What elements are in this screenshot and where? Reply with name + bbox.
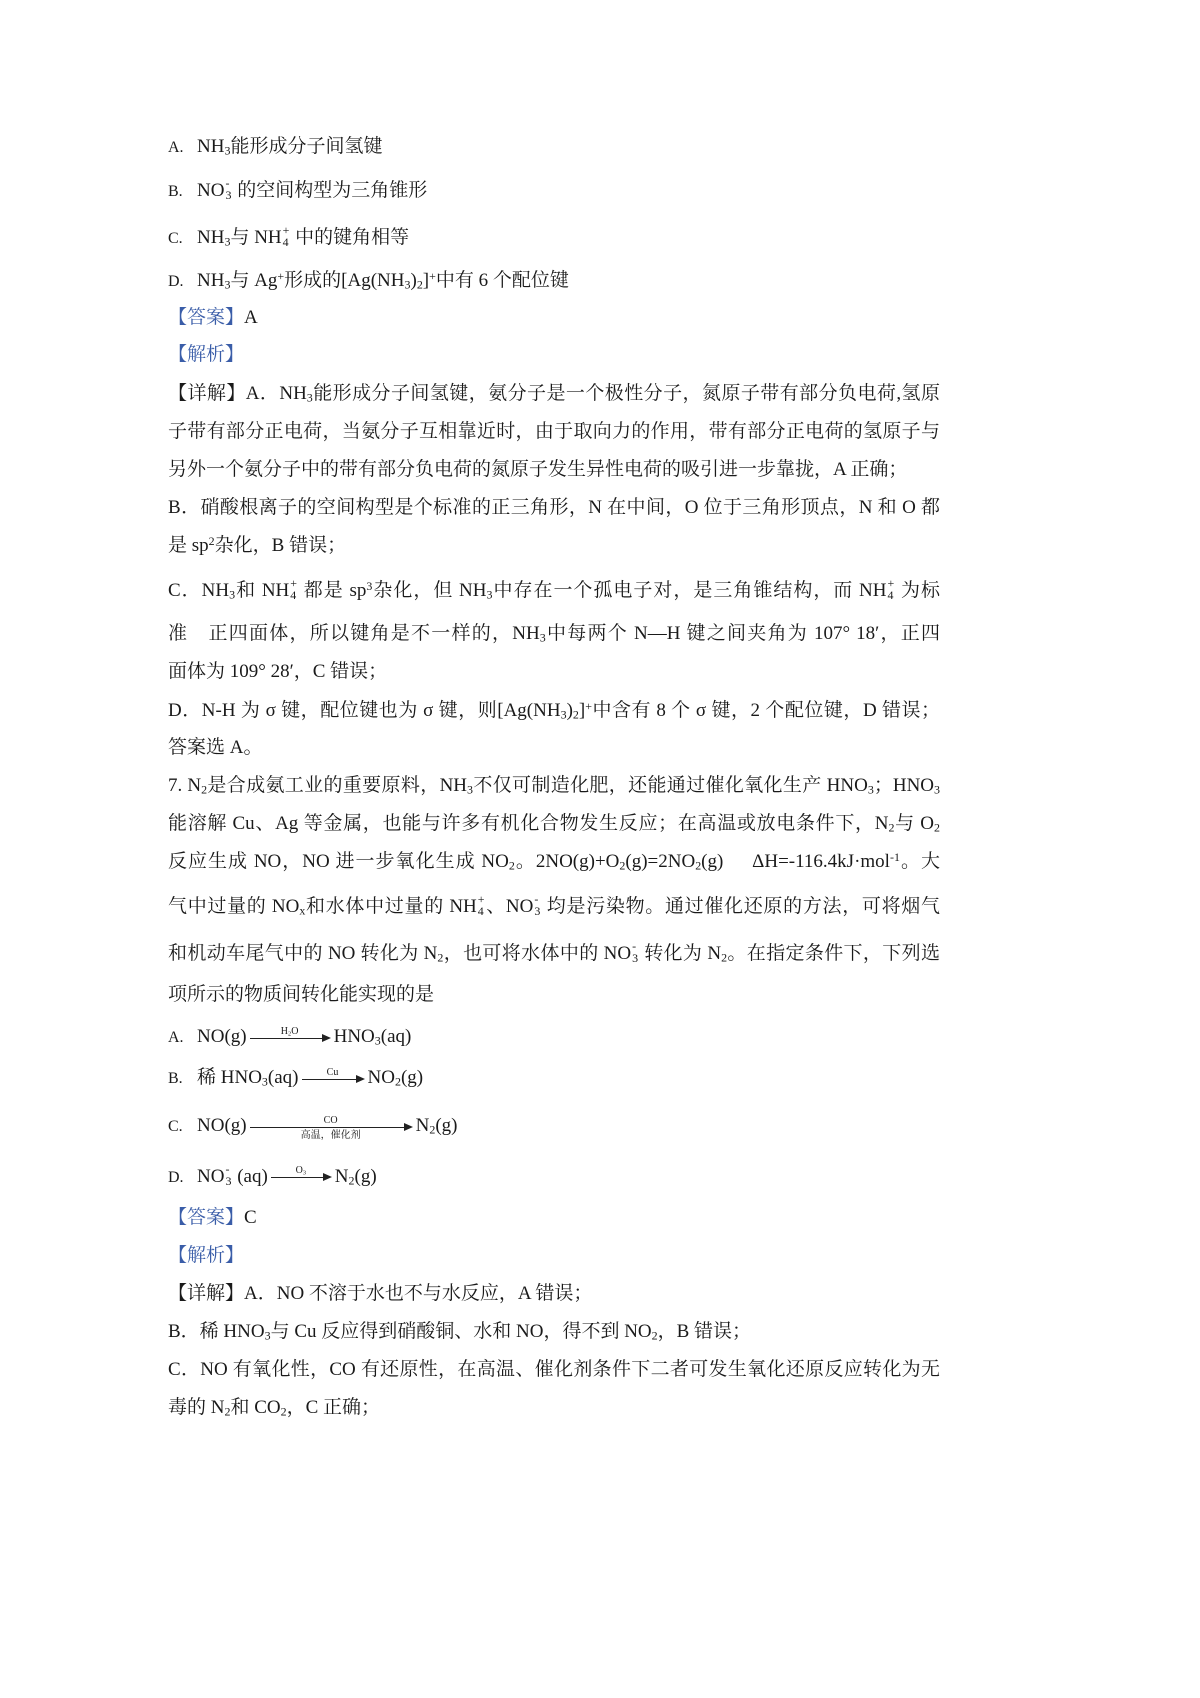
text-run: 和机动车尾气中的 NO 转化为 N	[168, 942, 438, 964]
reaction-option-c	[168, 1114, 458, 1141]
reaction-option-d	[168, 1164, 377, 1188]
answer-line	[168, 306, 258, 330]
text-run: 与 Ag	[230, 270, 278, 291]
reaction-option-a	[168, 1025, 411, 1049]
subscript: 3	[302, 1169, 306, 1177]
ion-charge	[225, 1164, 231, 1188]
ion-subscript: 3	[632, 950, 639, 965]
arrow-label-top	[271, 1165, 331, 1176]
superscript: 2	[208, 534, 215, 549]
text-run: B．硝酸根离子的空间构型是个标准的正三角形，N 在中间，O 位于三角形顶点，N 和 O 都	[168, 497, 940, 518]
subscript: 3	[560, 707, 567, 722]
arrow-shaft	[302, 1079, 356, 1080]
arrow-label-top	[302, 1067, 364, 1078]
subscript: 3	[867, 782, 874, 797]
question-stem-line	[168, 774, 940, 798]
reaction-arrow	[250, 1114, 412, 1141]
arrow-shaft	[250, 1127, 404, 1128]
subscript: 2	[721, 950, 728, 965]
text-run: B．稀 HNO	[168, 1321, 265, 1342]
subscript: 3	[404, 277, 411, 292]
text-run: 和水体中过量的 NH	[305, 895, 477, 917]
text-run: NO	[197, 179, 225, 201]
text-run: (g)	[400, 1067, 424, 1088]
text-run: 答案选 A。	[168, 737, 263, 758]
subscript: 2	[888, 820, 895, 835]
superscript: +	[585, 699, 592, 714]
ion-subscript: 3	[225, 187, 232, 202]
text-run: 气中过量的 NO	[168, 895, 300, 917]
section-tag: 【解析】	[168, 344, 245, 365]
ion-superscript: -	[534, 892, 539, 906]
text-run: 准 正四面体，所以键角是不一样的，NH	[168, 623, 540, 644]
text-run: ；HNO	[873, 775, 935, 796]
text-run: 子带有部分正电荷，当氨分子互相靠近时，由于取向力的作用，带有部分正电荷的氢原子与	[168, 421, 940, 442]
superscript: 3	[366, 579, 373, 593]
option-letter: B.	[168, 182, 183, 200]
ion-superscript: -	[225, 176, 230, 190]
arrow-label-top	[250, 1115, 412, 1126]
option-c	[168, 225, 409, 249]
explanation-line	[168, 622, 940, 646]
option-letter: D.	[168, 273, 184, 290]
ion-charge	[478, 894, 485, 918]
subscript: 3	[264, 1328, 271, 1343]
reaction-option-b	[168, 1066, 423, 1090]
subscript: 2	[348, 1173, 355, 1188]
explanation-line	[168, 458, 907, 482]
text-run: NO(g)	[197, 1026, 247, 1047]
option-letter: A.	[168, 139, 184, 156]
arrow-shaft	[250, 1038, 322, 1039]
subscript: 3	[934, 782, 940, 797]
subscript: 2	[394, 1074, 401, 1089]
text-run: 反应生成 NO，NO 进一步氧化生成 NO	[168, 851, 509, 872]
subscript: 2	[280, 1404, 287, 1419]
text-run: NO	[197, 1165, 225, 1187]
subscript: 3	[224, 277, 231, 292]
subscript: 2	[437, 950, 444, 965]
text-run: N	[415, 1115, 430, 1136]
text-run: 是 sp	[168, 535, 209, 556]
explanation-line	[168, 1358, 940, 1382]
text-run: (aq)	[267, 1067, 299, 1088]
text-run: 毒的 N	[168, 1397, 225, 1418]
explanation-line	[168, 1282, 592, 1306]
ion-subscript: 3	[534, 903, 541, 918]
text-run: 中有 6 个配位键	[435, 270, 569, 291]
text-run: 另外一个氨分子中的带有部分负电荷的氮原子发生异性电荷的吸引进一步靠拢，A 正确；	[168, 459, 908, 480]
ion-charge	[283, 225, 290, 249]
text-run: H	[280, 1026, 289, 1037]
text-run: CO	[323, 1115, 338, 1126]
text-run: 、NO	[485, 895, 534, 917]
answer-line	[168, 1206, 257, 1230]
subscript: 2	[572, 707, 579, 722]
explanation-line	[168, 699, 940, 723]
ion-subscript: 4	[282, 234, 289, 249]
text-run: 7. N	[168, 775, 202, 796]
text-run: 高温，催化剂	[300, 1130, 361, 1141]
subscript: 3	[224, 143, 231, 158]
explanation-line	[168, 420, 940, 444]
ion-superscript: -	[225, 1162, 230, 1176]
text-run: ]	[578, 700, 586, 721]
text-run: 中含有 8 个 σ 键，2 个配位键，D 错误；	[591, 700, 941, 721]
option-b	[168, 178, 427, 202]
text-run: 杂化，但 NH	[372, 579, 487, 601]
subscript: 2	[695, 858, 702, 873]
question-stem-line	[168, 894, 940, 918]
question-stem-line	[168, 941, 940, 965]
text-run: ，C 正确；	[286, 1397, 381, 1418]
ion-superscript: +	[282, 223, 290, 237]
text-run: 与 Cu 反应得到硝酸铜、水和 NO，得不到 NO	[270, 1321, 652, 1342]
explanation-line	[168, 736, 262, 760]
section-tag: 【答案】	[168, 307, 245, 328]
text-run: (g)	[435, 1115, 458, 1136]
text-run: O	[295, 1165, 303, 1176]
option-a	[168, 135, 382, 159]
ion-superscript: +	[477, 892, 485, 906]
subscript: 3	[306, 390, 313, 405]
arrow-shaft	[271, 1177, 323, 1178]
ion-superscript: -	[632, 939, 637, 953]
ion-charge	[290, 578, 297, 602]
text-run: 与 NH	[230, 226, 282, 248]
ion-subscript: 4	[887, 587, 894, 602]
reaction-arrow	[302, 1066, 364, 1090]
subscript: 3	[539, 630, 546, 645]
ion-charge	[632, 941, 638, 965]
section-tag: 【解析】	[168, 1245, 245, 1266]
explanation-line	[168, 1396, 380, 1420]
superscript: +	[277, 269, 285, 284]
text-run: 的空间构型为三角锥形	[232, 179, 428, 201]
subscript: 3	[486, 587, 493, 602]
text-run: D．N-H 为 σ 键，配位键也为 σ 键，则[Ag(NH	[168, 700, 561, 721]
subscript: 2	[619, 858, 626, 873]
text-run: NH	[197, 270, 225, 291]
subscript: 3	[261, 1074, 268, 1089]
ion-subscript: 3	[225, 1173, 232, 1188]
analysis-label	[168, 1244, 244, 1268]
text-run: 能形成分子间氢键，氨分子是一个极性分子，氮原子带有部分负电荷,氢原	[312, 383, 940, 404]
text-run: ，也可将水体中的 NO	[443, 942, 632, 964]
text-run: 和 CO	[230, 1397, 281, 1418]
subscript: 3	[374, 1033, 381, 1048]
ion-subscript: 4	[477, 903, 484, 918]
text-run: 为标	[895, 579, 940, 601]
subscript: 2	[429, 1122, 436, 1137]
subscript: 2	[508, 858, 515, 873]
text-run: 中存在一个孤电子对，是三角锥结构，而 NH	[492, 579, 887, 601]
text-run: (g) ΔH=-116.4kJ·mol	[701, 851, 890, 872]
arrow-label-top	[250, 1026, 330, 1037]
question-stem-line	[168, 850, 940, 874]
text-run: 均是污染物。通过催化还原的方法，可将烟气	[541, 895, 940, 917]
text-run: 项所示的物质间转化能实现的是	[168, 984, 435, 1005]
explanation-line	[168, 1320, 751, 1344]
text-run: Cu	[326, 1067, 339, 1078]
text-run: 不仅可制造化肥，还能通过催化氧化生产 HNO	[473, 775, 868, 796]
explanation-line	[168, 496, 940, 520]
option-letter: B.	[168, 1070, 183, 1087]
text-run: 是合成氨工业的重要原料，NH	[207, 775, 468, 796]
subscript: 2	[288, 1030, 292, 1038]
option-letter: A.	[168, 1029, 184, 1046]
arrow-label-bottom	[250, 1130, 412, 1141]
text-run: HNO	[333, 1026, 375, 1047]
text-run: NO(g)	[197, 1115, 247, 1136]
text-run: 都是 sp	[298, 579, 367, 601]
ion-superscript: +	[290, 576, 298, 590]
text-run: 杂化，B 错误；	[214, 535, 347, 556]
ion-superscript: +	[887, 576, 895, 590]
ion-charge	[225, 178, 231, 202]
ion-charge	[534, 894, 540, 918]
text-run: C．NH	[168, 579, 230, 601]
text-run: 稀 HNO	[197, 1067, 262, 1088]
subscript: 2	[416, 277, 423, 292]
text-run: NO	[367, 1067, 395, 1088]
explanation-line	[168, 534, 346, 558]
text-run: N	[334, 1165, 349, 1187]
text-run: 转化为 N	[639, 942, 722, 964]
text-run: 。2NO(g)+O	[514, 851, 620, 872]
explanation-line	[168, 660, 387, 684]
ion-subscript: 4	[290, 587, 297, 602]
subscript: 3	[224, 234, 231, 249]
text-run: (aq)	[232, 1165, 268, 1187]
text-run: 能形成分子间氢键	[230, 136, 383, 157]
text-run: (aq)	[380, 1026, 412, 1047]
subscript: 2	[651, 1328, 658, 1343]
text-run: C．NO 有氧化性，CO 有还原性，在高温、催化剂条件下二者可发生氧化还原反应转化为无	[168, 1359, 940, 1380]
text-run: )	[410, 270, 417, 291]
text-run: 。在指定条件下，下列选	[727, 942, 940, 964]
text-run: ]	[422, 270, 430, 291]
text-run: C	[244, 1207, 257, 1228]
explanation-line	[168, 382, 940, 406]
text-run: 【详解】A．NH	[168, 383, 307, 404]
subscript: 2	[934, 820, 940, 835]
superscript: -1	[889, 850, 900, 865]
analysis-label	[168, 343, 244, 367]
question-stem-line	[168, 983, 434, 1007]
option-d	[168, 269, 569, 293]
text-run: (g)	[354, 1165, 377, 1187]
text-run: 面体为 109° 28′，C 错误；	[168, 661, 388, 682]
ion-charge	[887, 578, 894, 602]
option-letter: C.	[168, 229, 183, 247]
text-run: 中的键角相等	[290, 226, 410, 248]
subscript: 3	[467, 782, 473, 797]
subscript: x	[299, 903, 306, 918]
text-run: O	[291, 1026, 299, 1037]
text-run: 能溶解 Cu、Ag 等金属，也能与许多有机化合物发生反应；在高温或放电条件下，N	[168, 813, 889, 834]
question-stem-line	[168, 812, 940, 836]
text-run: (g)=2NO	[625, 851, 696, 872]
text-run: 。大	[899, 851, 940, 872]
reaction-arrow	[250, 1025, 330, 1049]
text-run: 与 O	[894, 813, 934, 834]
text-run: NH	[197, 226, 225, 248]
text-run: 中每两个 N—H 键之间夹角为 107° 18′，正四	[545, 623, 940, 644]
text-run: 形成的[Ag(NH	[284, 270, 405, 291]
subscript: 3	[229, 587, 236, 602]
subscript: 2	[201, 782, 208, 797]
text-run: A	[244, 307, 258, 328]
option-letter: D.	[168, 1168, 184, 1186]
reaction-arrow	[271, 1164, 331, 1188]
text-run: 和 NH	[235, 579, 290, 601]
explanation-line	[168, 578, 940, 602]
option-letter: C.	[168, 1118, 183, 1135]
text-run: NH	[197, 136, 225, 157]
superscript: +	[429, 269, 436, 284]
text-run: ，B 错误；	[657, 1321, 752, 1342]
section-tag: 【答案】	[168, 1207, 245, 1228]
text-run: 【详解】A．NO 不溶于水也不与水反应，A 错误；	[168, 1283, 593, 1304]
text-run: )	[566, 700, 573, 721]
subscript: 2	[224, 1404, 231, 1419]
